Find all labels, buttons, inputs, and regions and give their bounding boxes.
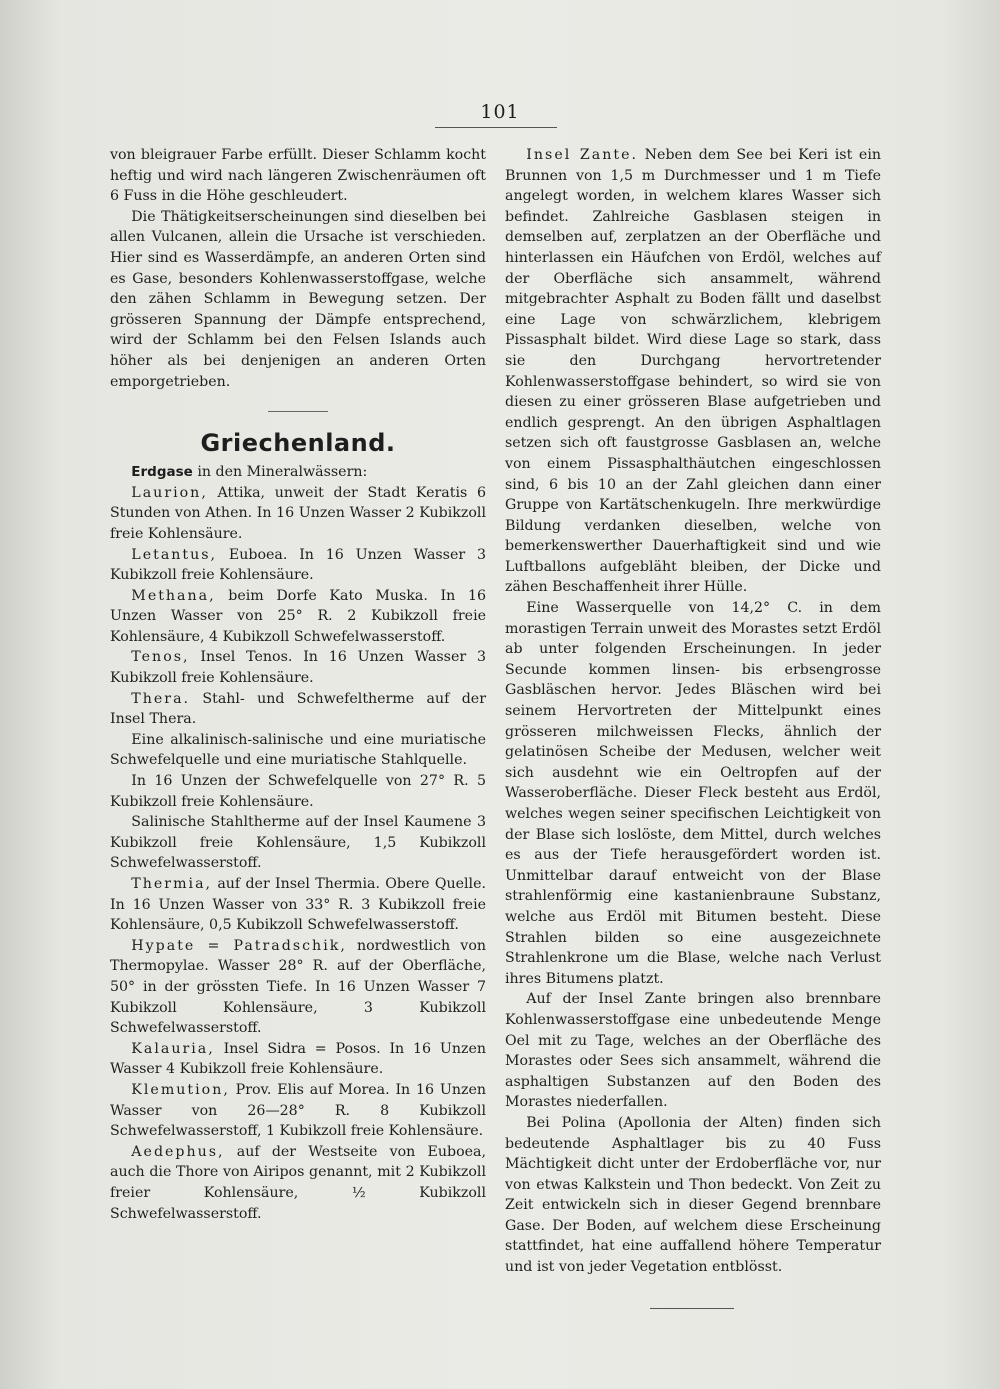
place-name: Kalauria, [131, 1040, 215, 1057]
list-item [110, 545, 486, 586]
entry-text: Neben dem See bei Keri ist ein Brunnen von 1,5 m Durchmesser und 1 m Tiefe angelegt worden, in welchem klares Wasser sich befindet. Zahlreiche Gasblasen steigen in demselben auf, zerplatzen an der Oberfläche und hinterlassen ein Häufchen von Erdöl, welches auf der Oberfläche sich ansammelt, während mitgebrachter Asphalt zu Boden fällt und daselbst eine Lage von schwärzlichem, klebrigem Pissasphalt bildet. Wird diese Lage so stark, dass sie den Durchgang hervortretender Kohlenwasserstoffgase behindert, so wird sie von diesen zu einer grösseren Blase aufgetrieben und endlich gesprengt. An den übrigen Asphaltlagen setzen sich oft faustgrosse Gasblasen an, welche von einem Pissasphalthäutchen eingeschlossen sind, 6 bis 10 an der Zahl gleichen dann einer Gruppe von Kartätschenkugeln. Ihre merkwürdige Bildung verdanken dieselben, welche von bemerkenswerther Dauerhaftigkeit sind und wie Luftballons aufgebläht bleiben, der Dicke und zähen Beschaffenheit ihrer Hülle. [505, 147, 881, 596]
section-title: Griechenland. [200, 429, 396, 458]
entry-text: auf der Westseite von Euboea, auch die Thore von Airipos genannt, mit 2 Kubikzoll freier Kohlensäure, ½ Kubikzoll Schwefelwasserstoff. [110, 1143, 486, 1222]
list-item [110, 1080, 486, 1142]
right-column [505, 145, 881, 1309]
paragraph: Bei Polina (Apollonia der Alten) finden sich bedeutende Asphaltlager bis zu 40 Fuss Mächtigkeit dicht unter der Erdoberfläche vor, nur von etwas Kalkstein und Thon bedeckt. Von Zeit zu Zeit entwickeln sich in dieser Gegend brennbare Gase. Der Boden, auf welchem diese Erscheinung stattfindet, hat eine auffallend höhere Temperatur und ist von jeder Vegetation entblösst. [505, 1114, 881, 1276]
place-name: Letantus, [131, 546, 218, 563]
place-name: Laurion, [131, 484, 208, 501]
list-item [110, 936, 486, 1039]
section-intro [110, 462, 486, 483]
place-name: Klemution, [131, 1081, 230, 1098]
list-item [110, 1142, 486, 1224]
paragraph: Eine Wasserquelle von 14,2° C. in dem morastigen Terrain unweit des Morastes setzt Erdöl ab unter folgenden Erscheinungen. In jeder Secunde kommen linsen- bis erbsengrosse Gasbläschen hervor. Jedes Bläschen wird bei seinem Hervortreten der Mittelpunkt eines grösseren milchweissen Flecks, ähnlich der gelatinösen Scheibe der Medusen, welcher weit sich ausdehnt wie ein Oeltropfen auf der Wasseroberfläche. Dieser Fleck besteht aus Erdöl, welches wegen seiner specifischen Leichtigkeit von der Blase sich loslöste, dem Mittel, durch welches es aus der Tiefe herausgefördert worden ist. Unmittelbar darauf entweicht von der Blase strahlenförmig eine kastanienbraune Substanz, welche aus Erdöl mit Bitumen besteht. Diese Strahlen bilden so eine ausgezeichnete Strahlenkrone um die Blase, welche nach Verlust ihres Bitumens platzt. [505, 600, 881, 987]
paragraph: Eine alkalinisch-salinische und eine muriatische Schwefelquelle und eine muriatische Stahlquelle. [110, 731, 486, 769]
entry-text: beim Dorfe Kato Muska. In 16 Unzen Wasser von 25° R. 2 Kubikzoll freie Kohlensäure, 4 Kubikzoll Schwefelwasserstoff. [110, 587, 486, 645]
section-divider [268, 411, 328, 412]
list-item [110, 483, 486, 545]
paragraph: von bleigrauer Farbe erfüllt. Dieser Schlamm kocht heftig und wird nach längeren Zwischenräumen oft 6 Fuss in die Höhe geschleudert. [110, 147, 486, 205]
entry-text: auf der Insel Thermia. Obere Quelle. In 16 Unzen Wasser von 33° R. 3 Kubikzoll freie Kohlensäure, 0,5 Kubikzoll Schwefelwasserstoff. [110, 876, 486, 934]
place-name: Methana, [131, 587, 216, 604]
entry-text: Insel Tenos. In 16 Unzen Wasser 3 Kubikzoll freie Kohlensäure. [110, 649, 486, 687]
place-name: Tenos, [131, 649, 190, 666]
left-column [110, 145, 486, 1224]
intro-text: in den Mineralwässern: [192, 464, 368, 481]
entry-text: Prov. Elis auf Morea. In 16 Unzen Wasser von 26—28° R. 8 Kubikzoll Schwefelwasserstoff, 1 Kubikzoll freie Kohlensäure. [110, 1081, 486, 1140]
paragraph: In 16 Unzen der Schwefelquelle von 27° R. 5 Kubikzoll freie Kohlensäure. [110, 773, 486, 810]
paragraph [505, 145, 881, 598]
place-name: Insel Zante. [526, 147, 638, 163]
paragraph: Auf der Insel Zante bringen also brennbare Kohlenwasserstoffgase eine unbedeutende Menge Oel mit zu Tage, welches an der Oberfläche des Morastes oder Sees sich ansammelt, während die asphaltigen Substanzen auf den Boden des Morastes niederfallen. [505, 991, 881, 1111]
intro-label: Erdgase [131, 464, 193, 481]
header-rule [435, 127, 557, 128]
entry-text: nordwestlich von Thermopylae. Wasser 28° R. auf der Oberfläche, 50° in der grössten Tiefe. In 16 Unzen Wasser 7 Kubikzoll Kohlensäure, 3 Kubikzoll Schwefelwasserstoff. [110, 937, 486, 1037]
list-item [110, 874, 486, 936]
place-name: Hypate = Patradschik, [131, 937, 347, 954]
list-item [110, 689, 486, 730]
paragraph: Salinische Stahltherme auf der Insel Kaumene 3 Kubikzoll freie Kohlensäure, 1,5 Kubikzoll Schwefelwasserstoff. [110, 814, 486, 872]
entry-text: Stahl- und Schwefeltherme auf der Insel Thera. [110, 690, 486, 728]
place-name: Thera. [131, 690, 191, 707]
list-item [110, 647, 486, 688]
list-item [110, 586, 486, 648]
entry-text: Attika, unweit der Stadt Keratis 6 Stunden von Athen. In 16 Unzen Wasser 2 Kubikzoll freie Kohlensäure. [110, 484, 486, 542]
place-name: Thermia, [131, 876, 213, 892]
entry-text: Insel Sidra = Posos. In 16 Unzen Wasser 4 Kubikzoll freie Kohlensäure. [110, 1040, 486, 1078]
paragraph: Die Thätigkeitserscheinungen sind dieselben bei allen Vulcanen, allein die Ursache ist verschieden. Hier sind es Wasserdämpfe, an anderen Orten sind es Gase, besonders Kohlenwasserstoffgase, welche den zähen Schlamm in Bewegung setzen. Der grösseren Spannung der Dämpfe entsprechend, wird der Schlamm bei den Felsen Islands auch höher als bei denjenigen an anderen Orten emporgetrieben. [110, 208, 486, 390]
entry-text: Euboea. In 16 Unzen Wasser 3 Kubikzoll freie Kohlensäure. [110, 546, 486, 584]
end-rule [650, 1308, 734, 1309]
list-item [110, 1039, 486, 1080]
place-name: Aedephus, [131, 1143, 225, 1160]
page-number: 101 [480, 101, 520, 123]
